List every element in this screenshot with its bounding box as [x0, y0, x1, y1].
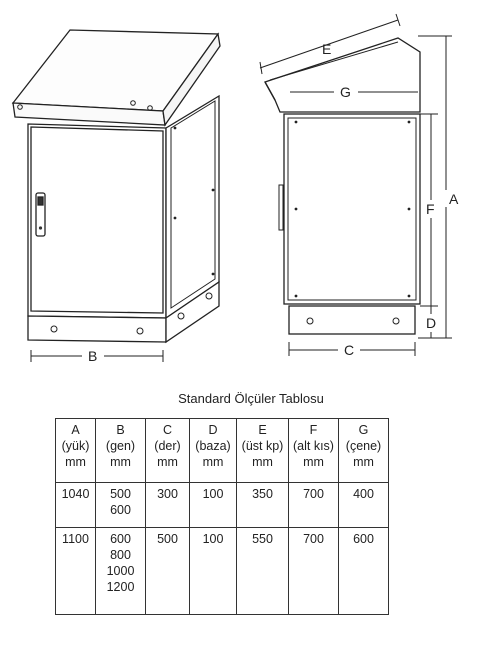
side-base [289, 306, 415, 334]
dim-label-b: B [88, 348, 98, 364]
header-letter: F [309, 423, 318, 437]
table-cell: 550 [237, 528, 289, 615]
table-title: Standard Ölçüler Tablosu [178, 391, 324, 406]
table-cell: 1040 [56, 483, 96, 528]
header-letter: E [258, 423, 267, 437]
dim-label-a: A [449, 191, 459, 207]
header-unit: mm [353, 455, 374, 469]
header-unit: mm [110, 455, 131, 469]
table-row [56, 528, 389, 615]
header-unit: mm [65, 455, 86, 469]
header-unit: mm [202, 455, 224, 469]
table-cell: 500 600 [96, 483, 146, 528]
header-desc: (der) [154, 439, 181, 453]
table-cell: 500 [146, 528, 190, 615]
table-header-row [56, 419, 389, 483]
header-desc: (baza) [195, 439, 231, 453]
header-letter: D [208, 423, 218, 437]
header-unit: mm [157, 455, 178, 469]
header-unit: mm [252, 455, 273, 469]
table-cell: 600 [339, 528, 389, 615]
header-unit: mm [303, 455, 324, 469]
iso-front-face [28, 124, 166, 318]
table-cell: 600 800 1000 1200 [96, 528, 146, 615]
table-header-cell [237, 419, 289, 483]
table-cell: 300 [146, 483, 190, 528]
iso-side-face [166, 96, 219, 318]
table-header-cell [146, 419, 190, 483]
table-row [56, 483, 389, 528]
dim-label-d: D [426, 315, 437, 331]
table-header-cell [289, 419, 339, 483]
dim-label-c: C [344, 342, 355, 358]
header-letter: B [116, 423, 125, 437]
dim-label-e: E [322, 41, 332, 57]
dim-label-g: G [340, 84, 351, 100]
table-header-cell [96, 419, 146, 483]
header-desc: (üst kp) [241, 439, 284, 453]
table-header-cell [190, 419, 237, 483]
table-cell: 1100 [56, 528, 96, 615]
dimension-table [55, 418, 389, 615]
iso-top-slope [13, 30, 218, 111]
iso-base-front [28, 316, 166, 342]
side-body [284, 114, 420, 304]
header-letter: G [358, 423, 369, 437]
table-header-cell [339, 419, 389, 483]
table-header-cell [56, 419, 96, 483]
dim-label-f: F [426, 201, 435, 217]
header-desc: (gen) [105, 439, 136, 453]
header-desc: (alt kıs) [293, 439, 334, 453]
table-cell: 100 [190, 483, 237, 528]
table-cell: 400 [339, 483, 389, 528]
header-desc: (çene) [345, 439, 382, 453]
side-view [260, 14, 452, 356]
header-letter: C [162, 423, 173, 437]
isometric-view [13, 30, 220, 362]
table-cell: 100 [190, 528, 237, 615]
header-letter: A [71, 423, 80, 437]
table-cell: 700 [289, 528, 339, 615]
header-desc: (yük) [61, 439, 90, 453]
table-cell: 350 [237, 483, 289, 528]
table-cell: 700 [289, 483, 339, 528]
